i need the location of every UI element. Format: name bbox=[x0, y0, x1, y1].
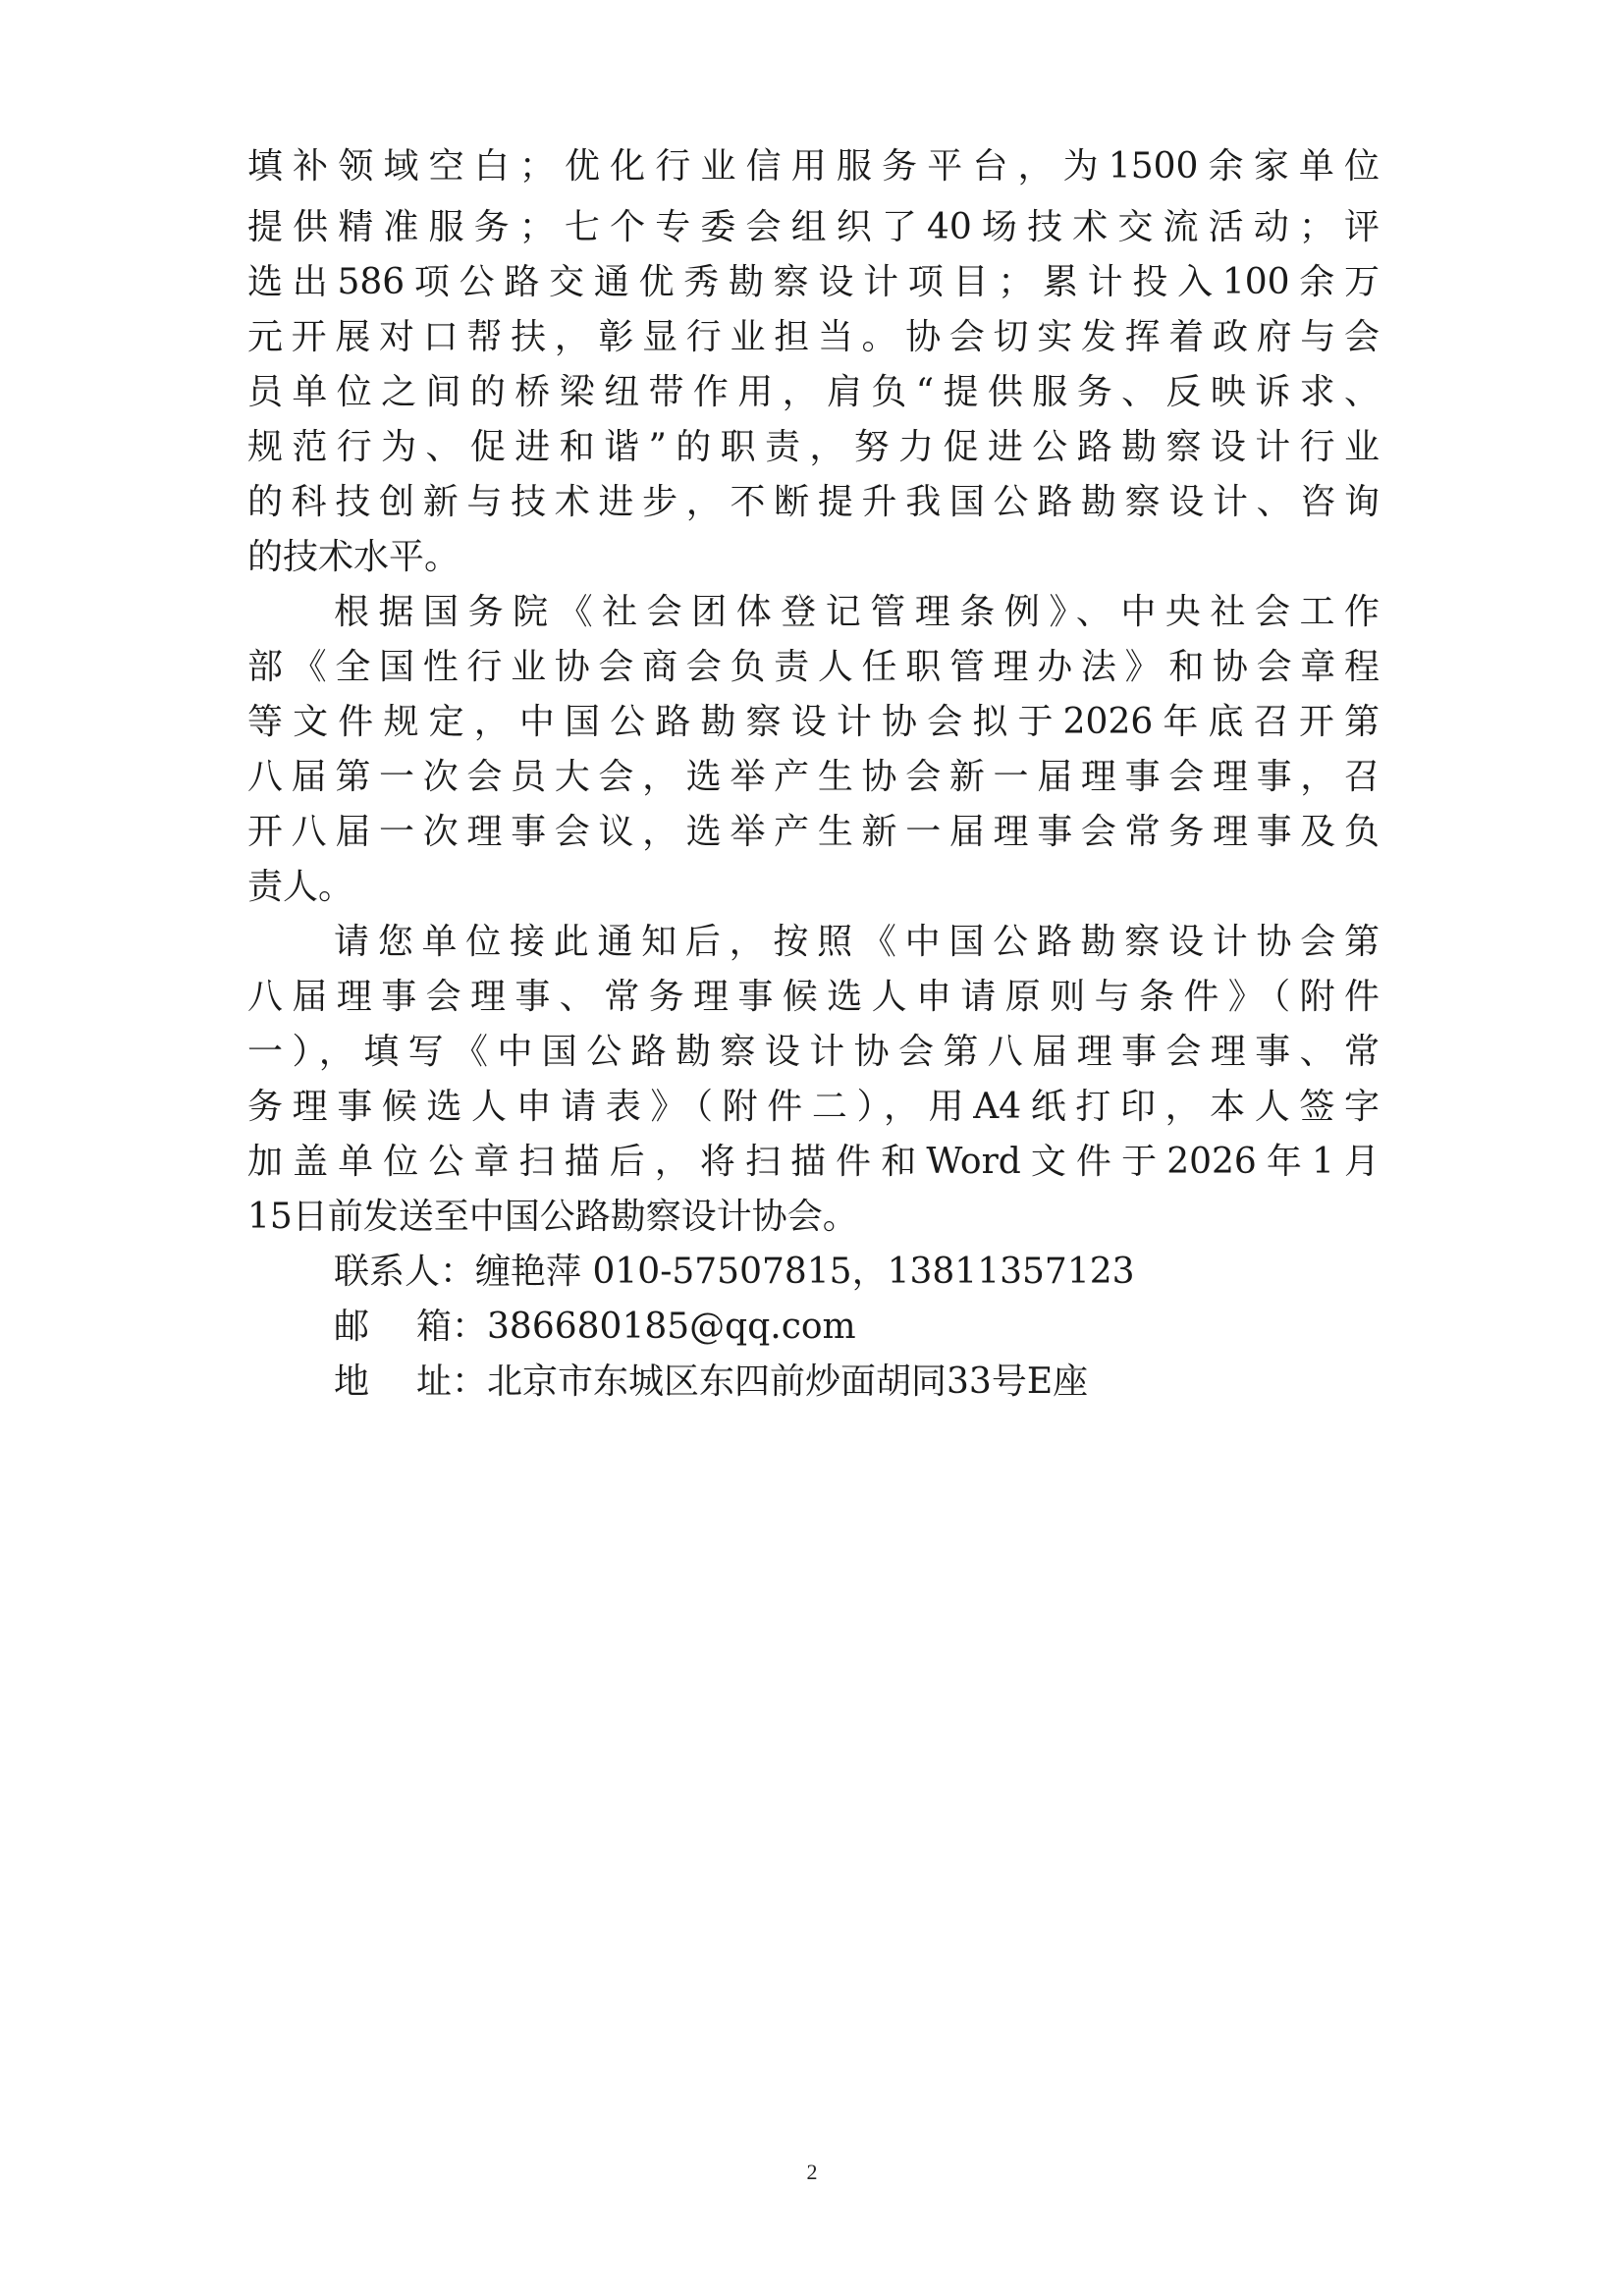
text-line: 开八届一次理事会议，选举产生新一届理事会常务理事及负 bbox=[247, 812, 1380, 852]
contact-email-sep: ： bbox=[452, 1307, 488, 1347]
text-line: 务理事候选人申请表》（附件二），用A4纸打印，本人签字 bbox=[247, 1087, 1380, 1127]
page-number: 2 bbox=[806, 2160, 818, 2184]
text-line: 规范行为、促进和谐”的职责，努力促进公路勘察设计行业 bbox=[247, 427, 1380, 467]
text-line: 的技术水平。 bbox=[247, 537, 460, 577]
text-line: 根据国务院《社会团体登记管理条例》、中央社会工作 bbox=[334, 592, 1380, 632]
contact-email bbox=[334, 1306, 856, 1349]
text-line: 一），填写《中国公路勘察设计协会第八届理事会理事、常 bbox=[247, 1032, 1380, 1072]
text-line: 请您单位接此通知后，按照《中国公路勘察设计协会第 bbox=[334, 922, 1380, 962]
text-line: 元开展对口帮扶，彰显行业担当。协会切实发挥着政府与会 bbox=[247, 317, 1380, 357]
text-line: 填补领域空白；优化行业信用服务平台，为1500余家单位 bbox=[247, 146, 1380, 187]
contact-email-value[interactable]: 386680185@qq.com bbox=[487, 1307, 856, 1347]
contact-address-label: 地址 bbox=[334, 1362, 452, 1402]
text-line: 提供精准服务；七个专委会组织了40场技术交流活动；评 bbox=[247, 207, 1380, 247]
contact-address-value: 北京市东城区东四前炒面胡同33号E座 bbox=[487, 1362, 1089, 1402]
text-line: 选出586项公路交通优秀勘察设计项目；累计投入100余万 bbox=[247, 262, 1380, 302]
contact-person-sep: ： bbox=[440, 1252, 476, 1292]
text-line: 责人。 bbox=[247, 867, 354, 907]
text-line: 八届第一次会员大会，选举产生协会新一届理事会理事，召 bbox=[247, 757, 1380, 797]
contact-person bbox=[334, 1251, 1135, 1294]
text-line: 15日前发送至中国公路勘察设计协会。 bbox=[247, 1197, 858, 1237]
text-line: 加盖单位公章扫描后，将扫描件和Word文件于2026年1月 bbox=[247, 1142, 1380, 1182]
contact-person-label: 联系人 bbox=[334, 1252, 441, 1292]
contact-person-value: 缠艳萍 010-57507815，13811357123 bbox=[475, 1252, 1135, 1292]
contact-address bbox=[334, 1361, 1088, 1404]
text-line: 等文件规定，中国公路勘察设计协会拟于2026年底召开第 bbox=[247, 702, 1380, 742]
text-line: 部《全国性行业协会商会负责人任职管理办法》和协会章程 bbox=[247, 647, 1380, 687]
text-line: 八届理事会理事、常务理事候选人申请原则与条件》（附件 bbox=[247, 977, 1380, 1017]
contact-address-sep: ： bbox=[452, 1362, 488, 1402]
contact-email-label: 邮箱 bbox=[334, 1307, 452, 1347]
text-line: 员单位之间的桥梁纽带作用，肩负“提供服务、反映诉求、 bbox=[247, 372, 1380, 412]
text-line: 的科技创新与技术进步，不断提升我国公路勘察设计、咨询 bbox=[247, 482, 1380, 522]
